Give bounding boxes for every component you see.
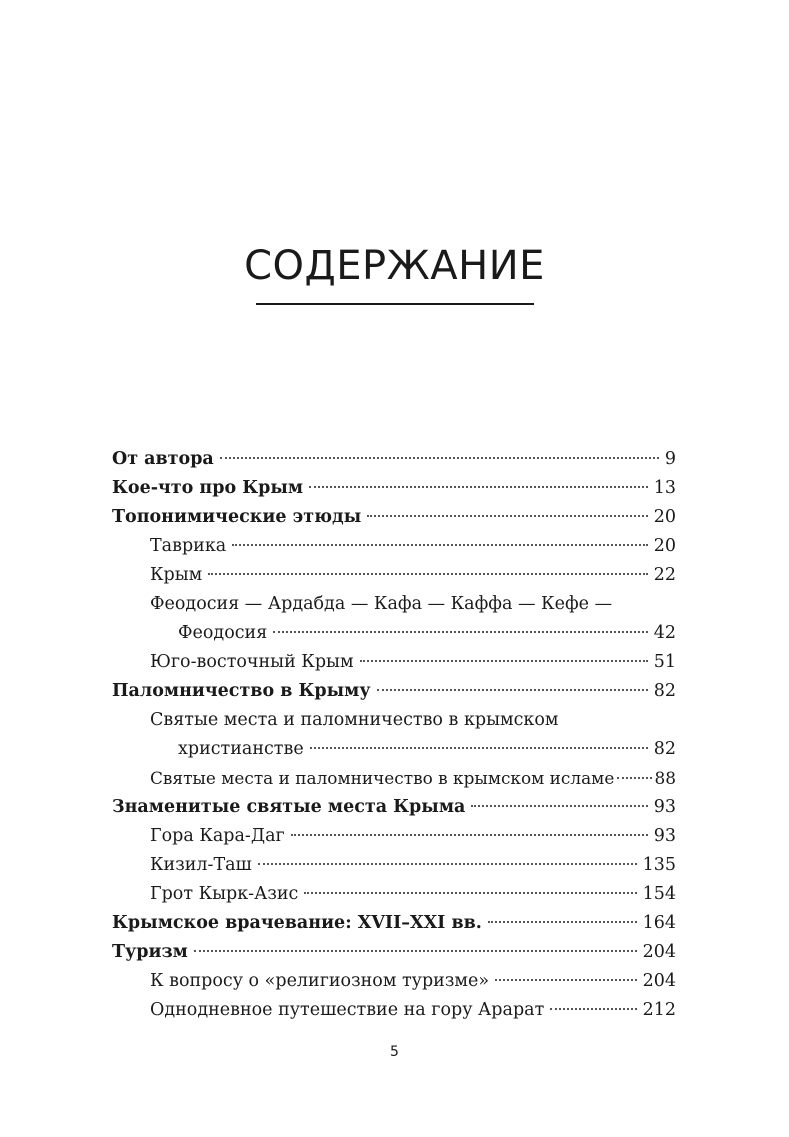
toc-entry-svyatye-mesta-islam[interactable] xyxy=(112,764,676,793)
toc-entry-kizil-tash[interactable] xyxy=(112,851,676,880)
toc-entry-label: Паломничество в Крыму xyxy=(112,681,371,701)
dot-leader xyxy=(488,921,637,923)
dot-leader xyxy=(495,979,637,981)
toc-entry-gora-ararat[interactable] xyxy=(112,996,676,1025)
toc-entry-svyatye-mesta-khristianstvo-line2[interactable] xyxy=(112,735,676,764)
toc-entry-label: Грот Кырк-Азис xyxy=(150,884,299,904)
toc-entry-label: Туризм xyxy=(112,942,188,962)
dot-leader xyxy=(291,834,648,836)
dot-leader xyxy=(471,805,647,807)
toc-entry-label: Святые места и паломничество в крымском исламе xyxy=(150,768,615,788)
toc-entry-feodosiya-line2[interactable] xyxy=(112,619,676,648)
dot-leader xyxy=(377,689,648,691)
toc-entry-page: 88 xyxy=(654,768,676,788)
dot-leader xyxy=(550,1008,636,1010)
toc-entry-label: Святые места и паломничество в крымском xyxy=(150,710,559,730)
toc-entry-page: 204 xyxy=(642,971,676,991)
dot-leader xyxy=(220,457,659,459)
toc-entry-page: 22 xyxy=(653,565,676,585)
toc-entry-label: Кизил-Таш xyxy=(150,855,252,875)
toc-entry-label: От автора xyxy=(112,449,214,469)
dot-leader xyxy=(273,631,647,633)
toc-entry-gora-kara-dag[interactable] xyxy=(112,822,676,851)
dot-leader xyxy=(208,573,647,575)
dot-leader xyxy=(617,777,651,779)
dot-leader xyxy=(232,544,648,546)
toc-entry-page: 20 xyxy=(653,536,676,556)
toc-entry-label: К вопросу о «религиозном туризме» xyxy=(150,971,490,991)
toc-entry-turizm[interactable] xyxy=(112,938,676,967)
toc-entry-label: Топонимические этюды xyxy=(112,507,362,527)
toc-entry-yugo-vostochnyy-krym[interactable] xyxy=(112,648,676,677)
toc-entry-page: 93 xyxy=(653,826,676,846)
toc-entry-label: Кое-что про Крым xyxy=(112,478,304,498)
toc-entry-krymskoe-vrachevanie[interactable] xyxy=(112,909,676,938)
toc-entry-palomnichestvo[interactable] xyxy=(112,677,676,706)
dot-leader xyxy=(367,515,647,517)
page-title: СОДЕРЖАНИЕ xyxy=(244,243,545,289)
table-of-contents xyxy=(112,445,676,1025)
toc-entry-toponimicheskie-etyudy[interactable] xyxy=(112,503,676,532)
dot-leader xyxy=(304,892,636,894)
toc-entry-page: 135 xyxy=(642,855,676,875)
toc-entry-page: 13 xyxy=(653,478,676,498)
toc-entry-label: Крымское врачевание: XVII–XXI вв. xyxy=(112,913,482,933)
dot-leader xyxy=(360,660,648,662)
toc-entry-page: 93 xyxy=(653,797,676,817)
dot-leader xyxy=(310,747,648,749)
dot-leader xyxy=(194,950,637,952)
toc-entry-page: 212 xyxy=(642,1000,676,1020)
toc-entry-label: Феодосия — Ардабда — Кафа — Каффа — Кефе — xyxy=(150,594,613,614)
toc-entry-grot-kyrk-azis[interactable] xyxy=(112,880,676,909)
dot-leader xyxy=(258,863,637,865)
toc-entry-label: Таврика xyxy=(150,536,227,556)
toc-entry-svyatye-mesta-khristianstvo-line1[interactable] xyxy=(112,706,676,735)
toc-entry-label: Однодневное путешествие на гору Арарат xyxy=(150,1000,545,1020)
title-underline xyxy=(256,303,534,305)
toc-entry-page: 164 xyxy=(642,913,676,933)
toc-entry-label: Крым xyxy=(150,565,203,585)
dot-leader xyxy=(309,486,648,488)
toc-entry-page: 82 xyxy=(653,681,676,701)
toc-entry-page: 82 xyxy=(653,739,676,759)
toc-entry-page: 42 xyxy=(653,623,676,643)
toc-entry-label-continued: Феодосия xyxy=(178,623,268,643)
toc-entry-page: 204 xyxy=(642,942,676,962)
toc-entry-page: 20 xyxy=(653,507,676,527)
toc-entry-krym[interactable] xyxy=(112,561,676,590)
toc-entry-koe-chto-pro-krym[interactable] xyxy=(112,474,676,503)
toc-entry-feodosiya-line1[interactable] xyxy=(112,590,676,619)
toc-entry-tavrika[interactable] xyxy=(112,532,676,561)
toc-entry-page: 51 xyxy=(653,652,676,672)
toc-entry-label: Знаменитые святые места Крыма xyxy=(112,797,466,817)
toc-entry-label: Гора Кара-Даг xyxy=(150,826,285,846)
toc-entry-page: 9 xyxy=(664,449,676,469)
toc-entry-ot-avtora[interactable] xyxy=(112,445,676,474)
toc-entry-label-continued: христианстве xyxy=(178,739,304,759)
toc-entry-label: Юго-восточный Крым xyxy=(150,652,354,672)
page-number: 5 xyxy=(390,1044,399,1060)
toc-entry-znamenitye-svyatye-mesta[interactable] xyxy=(112,793,676,822)
toc-entry-religioznyy-turizm[interactable] xyxy=(112,967,676,996)
toc-entry-page: 154 xyxy=(642,884,676,904)
